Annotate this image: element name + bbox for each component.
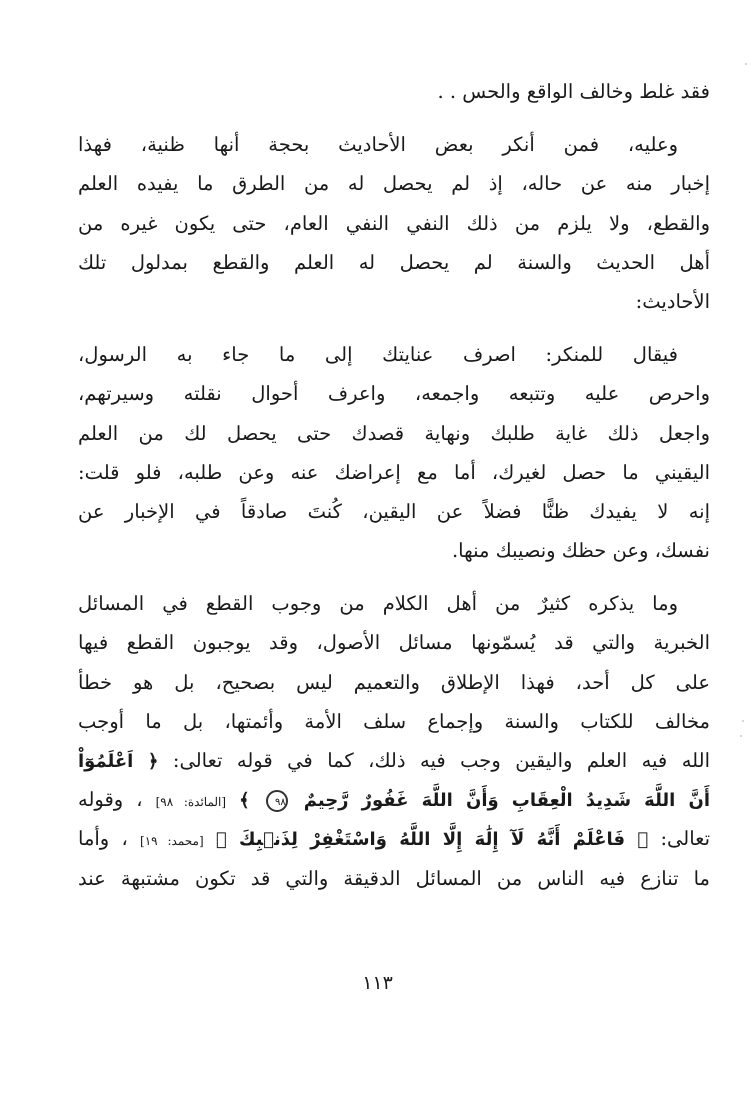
ayah-number-marker: ٩٨ [266,790,288,812]
text-line-with-quran [78,780,710,819]
scan-speck [745,63,747,65]
text-line-with-quran [78,741,710,780]
scan-speck [742,720,744,722]
text-line: فيقال للمنكر: اصرف عنايتك إلى ما جاء به الرسول، [78,343,678,367]
verse-reference: [المائدة: ٩٨] [155,795,227,810]
page-body [78,72,710,898]
text-line: والقطع، ولا يلزم من ذلك النفي النفي العام، حتى يكون غيره من [78,211,710,235]
quran-verse: ﴿ فَاعْلَمْ أَنَّهُ لَآ إِلَٰهَ إِلَّا اللَّهُ وَاسْتَغْفِرْ لِذَنۢبِكَ ﴾ [215,829,649,851]
scan-speck [740,735,742,737]
line-text: ، وأما [78,827,128,851]
quran-close-bracket: ﴾ [239,790,250,812]
line-text: الله فيه العلم واليقين وجب فيه ذلك، كما في قوله تعالى: [172,749,710,772]
page-number: ١١٣ [362,972,393,994]
text-line: إخبار منه عن حاله، إذ لم يحصل له من الطرق ما يفيده العلم [78,172,710,196]
text-line: أهل الحديث والسنة لم يحصل له العلم والقطع بمدلول تلك [78,250,710,274]
text-line: وما يذكره كثيرٌ من أهل الكلام من وجوب القطع في المسائل [78,592,678,616]
line-text: تعالى: [660,827,710,851]
text-line-with-quran [78,819,710,858]
quran-verse: أَنَّ اللَّهَ شَدِيدُ الْعِقَابِ وَأَنَّ اللَّهَ غَفُورٌ رَّحِيمٌ [303,790,710,812]
verse-reference: [محمد: ١٩] [140,834,204,849]
text-line: اليقيني ما حصل لغيرك، أما مع إعراضك عنه وعن طلبه، فلو قلت: [78,460,710,484]
paragraph-gap [78,321,710,335]
line-text: ، وقوله [78,788,143,812]
quran-verse: ﴿ اَعْلَمُوٓاْ [78,751,159,772]
text-line: إنه لا يفيدك ظنًّا فضلاً عن اليقين، كُنتَ صادقاً في الإخبار عن [78,499,710,523]
text-line: نفسك، وعن حظك ونصيبك منها. [451,539,710,563]
paragraph-gap [78,570,710,584]
text-line: واجعل ذلك غاية طلبك ونهاية قصدك حتى يحصل لك من العلم [78,421,710,445]
text-line: مخالف للكتاب والسنة وإجماع سلف الأمة وأئمتها، بل ما أوجب [78,709,710,733]
text-line: على كل أحد، فهذا الإطلاق والتعميم ليس بصحيح، بل هو خطأ [78,670,710,694]
text-line: وعليه، فمن أنكر بعض الأحاديث بحجة أنها ظنية، فهذا [78,133,678,157]
text-line: الخبرية والتي قد يُسمّونها مسائل الأصول، وقد يوجبون القطع فيها [78,631,710,655]
text-line: ما تنازع فيه الناس من المسائل الدقيقة والتي قد تكون مشتبهة عند [78,866,710,890]
text-line: الأحاديث: [635,289,710,313]
text-line: فقد غلط وخالف الواقع والحس . . [437,80,710,103]
text-line: واحرص عليه وتتبعه واجمعه، واعرف أحوال نقلته وسيرتهم، [78,382,710,406]
paragraph-gap [78,111,710,125]
